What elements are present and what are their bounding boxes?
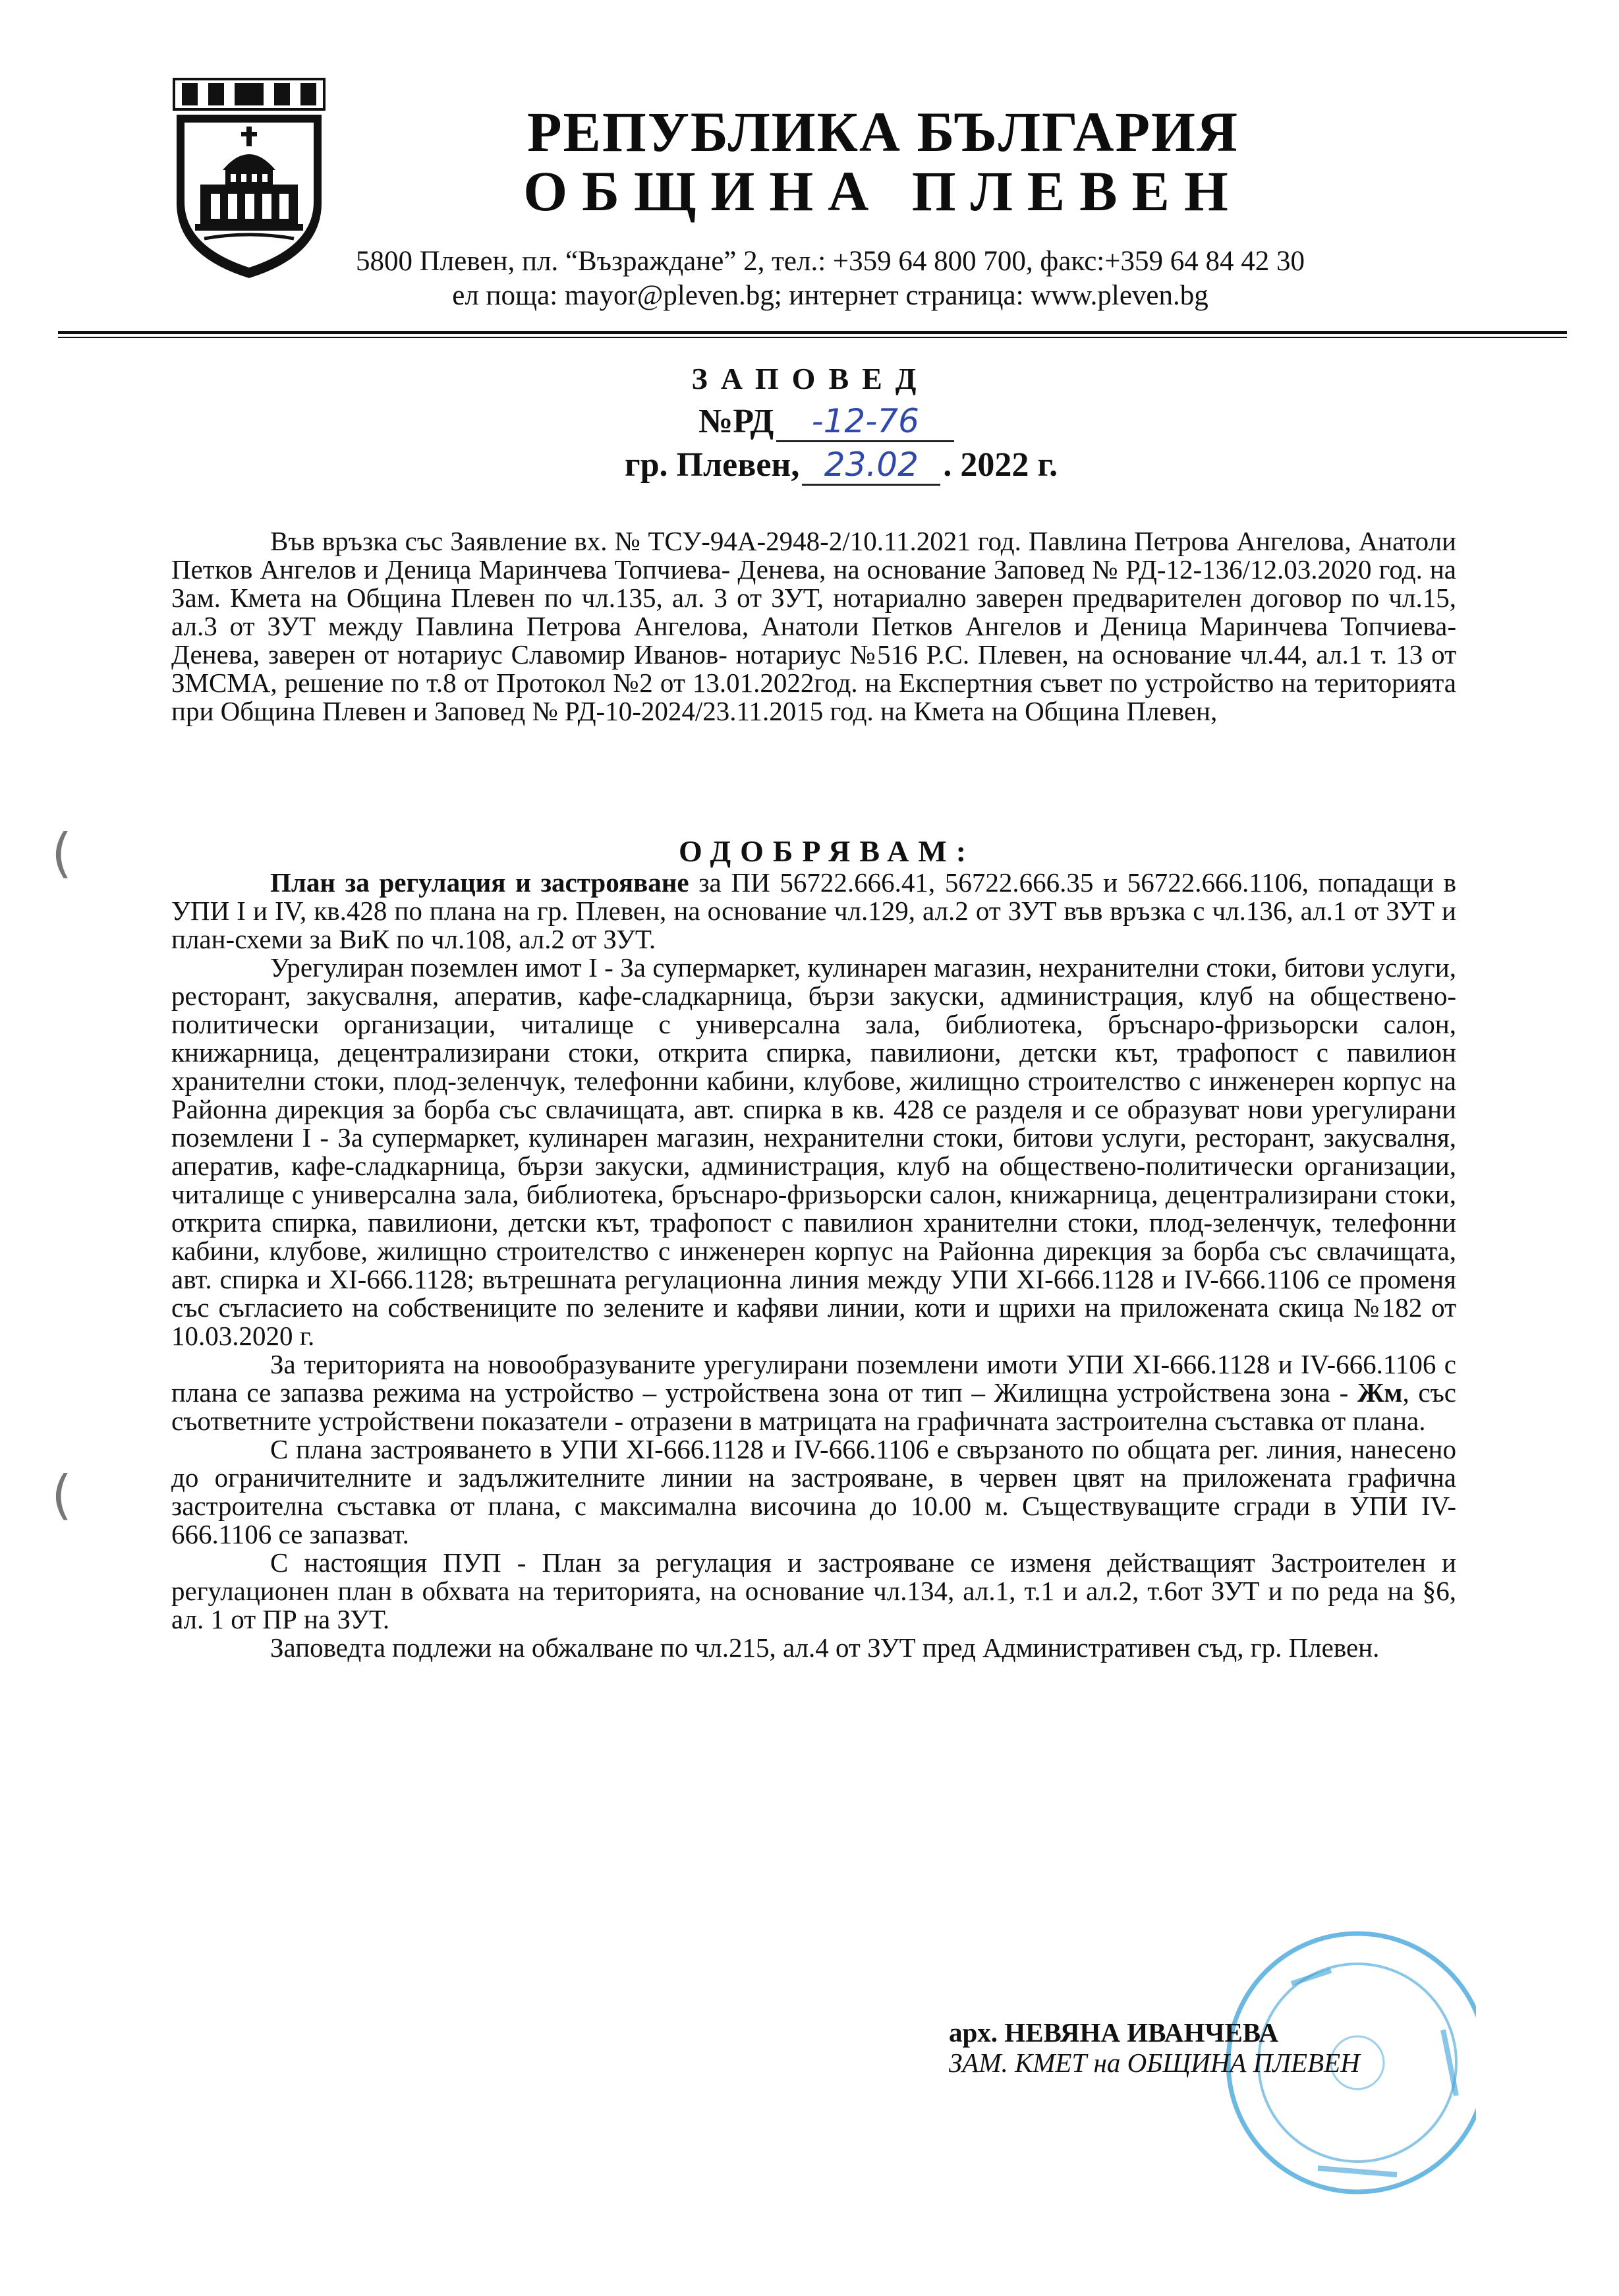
signature-title: ЗАМ. КМЕТ на ОБЩИНА ПЛЕВЕН xyxy=(949,2048,1360,2078)
header-republic: РЕПУБЛИКА БЪЛГАРИЯ xyxy=(526,100,1239,163)
zone-paragraph: За територията на новообразуваните урегулирани поземлени имоти УПИ XI-666.1128 и IV-666.1106 с плана се запазва режима на устройство – устройствена зона от тип – Жилищна устройствена зона - Жм, със съответните устройствени показатели - отразени в матрицата на графичната застроителна съставка от плана. xyxy=(171,1349,1456,1436)
build-paragraph: С плана застрояването в УПИ XI-666.1128 и IV-666.1106 е свързаното по общата рег. линия, нанесено до ограничителните и задължителните линии на застрояване, в червен цвят на приложената графична застроителна съставка от плана, с максимална височина до 10.00 м. Съществуващите сгради в УПИ IV-666.1106 се запазват. xyxy=(171,1434,1456,1549)
order-city: гр. Плевен, xyxy=(625,446,800,484)
plan-paragraph xyxy=(171,869,1456,954)
order-title: ЗАПОВЕД xyxy=(691,362,930,395)
order-number-prefix: №РД xyxy=(698,403,774,440)
order-number xyxy=(698,402,954,442)
header-divider xyxy=(58,331,1567,334)
parcel-paragraph: Урегулиран поземлен имот I - За супермаркет, кулинарен магазин, нехранителни стоки, битови услуги, ресторант, закусвалня, аператив, кафе-сладкарница, бързи закуски, администрация, клуб на обществено-политически организации, читалище с универсална зала, библиотека, бръснаро-фризьорски салон, книжарница, децентрализирани стоки, открита спирка, павилиони, детски кът, трафопост с павилион хранителни стоки, плод-зеленчук, телефонни кабини, клубове, жилищно строителство с инженерен корпус на Районна дирекция за борба със свлачищата, авт. спирка в кв. 428 се разделя и се образуват нови урегулирани поземлени I - За супермаркет, кулинарен магазин, нехранителни стоки, битови услуги, ресторант, закусвалня, аператив, кафе-сладкарница, бързи закуски, администрация, клуб на обществено-политически организации, читалище с универсална зала, библиотека, бръснаро-фризьорски салон, книжарница, децентрализирани стоки, открита спирка, павилиони, детски кът, трафопост с павилион хранителни стоки, плод-зеленчук, телефонни кабини, клубове, жилищно строителство с инженерен корпус на Районна дирекция за борба със свлачищата, авт. спирка и XI-666.1128; вътрешната регулационна линия между УПИ XI-666.1128 и IV-666.1106 се променя със съгласието на собствениците по зелените и кафяви линии, коти и щрихи на приложената скица №182 от 10.03.2020 г. xyxy=(171,952,1456,1351)
approve-heading: ОДОБРЯВАМ: xyxy=(679,834,976,868)
signature-name: арх. НЕВЯНА ИВАНЧЕВА xyxy=(949,2017,1279,2048)
header-divider-thin xyxy=(58,337,1567,338)
header-municipality: ОБЩИНА ПЛЕВЕН xyxy=(523,159,1243,223)
order-year: . 2022 г. xyxy=(943,446,1058,484)
plan-rest: за ПИ 56722.666.41, 56722.666.35 и 56722.666.1106, попадащи в УПИ I и IV, кв.428 по плана на гр. Плевен, на основание чл.129, ал.2 от ЗУТ във връзка с чл.136, ал.1 от ЗУТ и план-схеми за ВиК по чл.108, ал.2 от ЗУТ. xyxy=(171,867,1457,954)
binding-mark-icon: ( xyxy=(51,1464,72,1526)
plan-bold: План за регулация и застрояване xyxy=(270,867,689,898)
header-contacts: ел поща: mayor@pleven.bg; интернет страница: www.pleven.bg xyxy=(452,280,1208,311)
order-number-handwritten: -12-76 xyxy=(776,402,954,442)
header-address: 5800 Плевен, пл. “Възраждане” 2, тел.: +359 64 800 700, факс:+359 64 84 42 30 xyxy=(356,246,1305,277)
order-date xyxy=(625,445,1058,486)
order-body xyxy=(171,869,1456,1662)
pup-paragraph: С настоящия ПУП - План за регулация и застрояване се изменя действащият Застроителен и регулационен план в обхвата на територията, на основание чл.134, ал.1, т.1 и ал.2, т.6от ЗУТ и по реда на §6, ал. 1 от ПР на ЗУТ. xyxy=(171,1547,1456,1634)
zone-code: Жм xyxy=(1357,1377,1403,1408)
preamble: Във връзка със Заявление вх. № ТСУ-94А-2948-2/10.11.2021 год. Павлина Петрова Ангелова, Анатоли Петков Ангелов и Деница Маринчева Топчиева- Денева, на основание Заповед № РД-12-136/12.03.2020 год. на Зам. Кмета на Община Плевен по чл.135, ал. 3 от ЗУТ, нотариално заверен предварителен договор по чл.15, ал.3 от ЗУТ между Павлина Петрова Ангелова, Анатоли Петков Ангелов и Деница Маринчева Топчиева- Денева, заверен от нотариус Славомир Иванов- нотариус №516 Р.С. Плевен, на основание чл.44, ал.1 т. 13 от ЗМСМА, решение по т.8 от Протокол №2 от 13.01.2022год. на Експертния съвет по устройство на територията при Община Плевен и Заповед № РД-10-2024/23.11.2015 год. на Кмета на Община Плевен, xyxy=(171,526,1456,726)
appeal-paragraph: Заповедта подлежи на обжалване по чл.215, ал.4 от ЗУТ пред Административен съд, гр. Плевен. xyxy=(270,1632,1380,1663)
order-date-handwritten: 23.02 xyxy=(802,445,940,486)
binding-mark-icon: ( xyxy=(51,822,72,884)
